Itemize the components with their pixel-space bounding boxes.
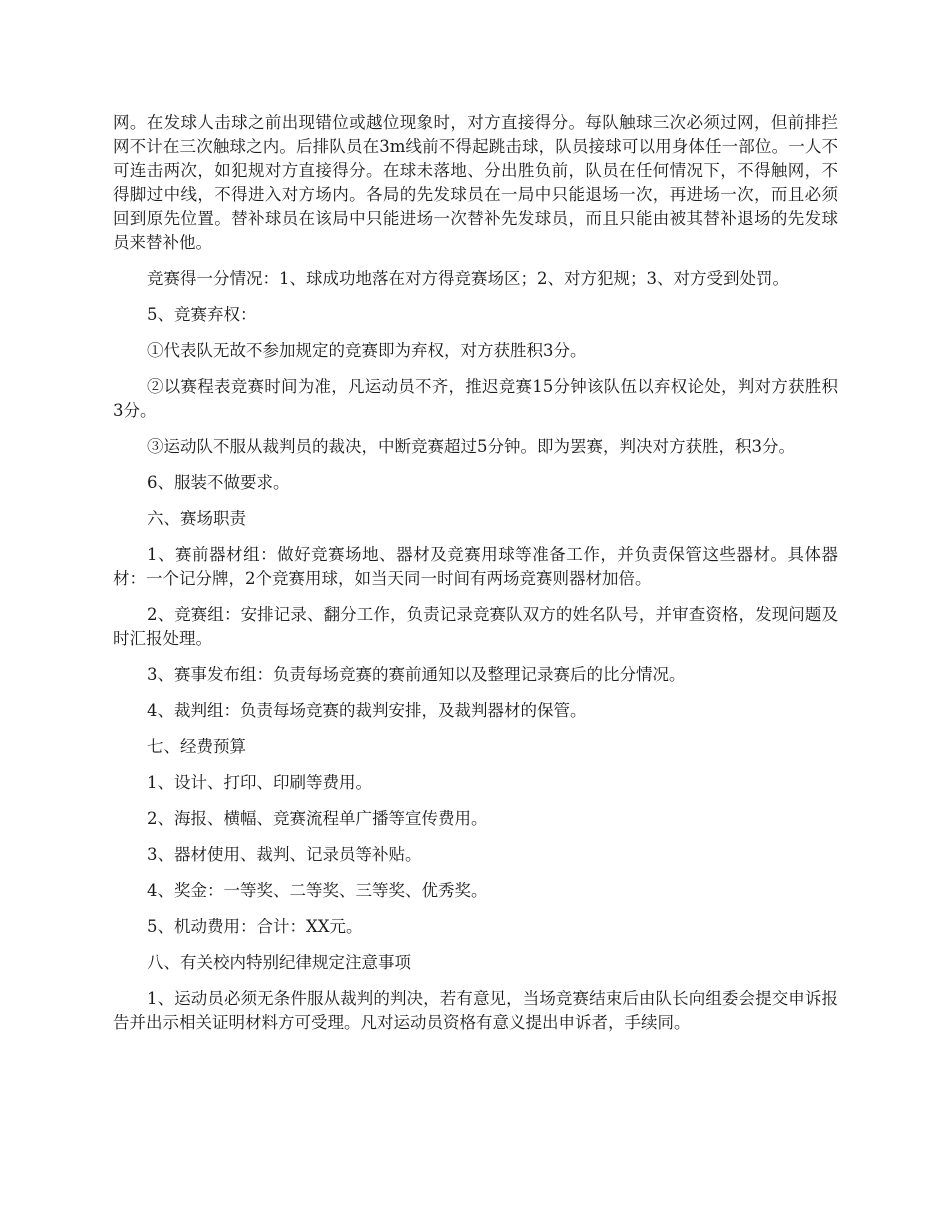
paragraph-rules-continued: 网。在发球人击球之前出现错位或越位现象时，对方直接得分。每队触球三次必须过网，但前排拦网不计在三次触球之内。后排队员在3m线前不得起跳击球，队员接球可以用身体任一部位。一人不可连击两次，如犯规对方直接得分。在球未落地、分出胜负前，队员在任何情况下，不得触网，不得脚过中线，不得进入对方场内。各局的先发球员在一局中只能退场一次，再进场一次，而且必须回到原先位置。替补球员在该局中只能进场一次替补先发球员，而且只能由被其替补退场的先发球员来替补他。 — [113, 113, 838, 252]
paragraph-attire: 6、服装不做要求。 — [147, 473, 290, 492]
paragraph-discipline-1: 1、运动员必须无条件服从裁判的判决，若有意见，当场竞赛结束后由队长向组委会提交申诉报告并出示相关证明材料方可受理。凡对运动员资格有意义提出申诉者，手续同。 — [113, 989, 838, 1032]
paragraph-publishing-group: 3、赛事发布组：负责每场竞赛的赛前通知以及整理记录赛后的比分情况。 — [147, 665, 686, 684]
paragraph-scoring: 竞赛得一分情况：1、球成功地落在对方得竞赛场区；2、对方犯规；3、对方受到处罚。 — [147, 269, 789, 288]
paragraph-forfeit-heading: 5、竞赛弃权： — [147, 305, 257, 324]
budget-item-4: 4、奖金：一等奖、二等奖、三等奖、优秀奖。 — [147, 881, 488, 900]
budget-item-2: 2、海报、横幅、竞赛流程单广播等宣传费用。 — [147, 809, 488, 828]
section-heading-venue-duties: 六、赛场职责 — [147, 509, 246, 528]
budget-item-1: 1、设计、打印、印刷等费用。 — [147, 773, 372, 792]
section-heading-discipline: 八、有关校内特别纪律规定注意事项 — [147, 953, 411, 972]
paragraph-forfeit-1: ①代表队无故不参加规定的竞赛即为弃权，对方获胜积3分。 — [147, 341, 587, 360]
section-heading-budget: 七、经费预算 — [147, 737, 246, 756]
document-body — [113, 111, 838, 1047]
paragraph-referee-group: 4、裁判组：负责每场竞赛的裁判安排，及裁判器材的保管。 — [147, 701, 587, 720]
budget-item-5: 5、机动费用：合计：XX元。 — [147, 917, 363, 936]
paragraph-forfeit-2: ②以赛程表竞赛时间为准，凡运动员不齐，推迟竞赛15分钟该队伍以弃权论处，判对方获胜积3分。 — [113, 377, 838, 420]
paragraph-equipment-group: 1、赛前器材组：做好竞赛场地、器材及竞赛用球等准备工作，并负责保管这些器材。具体器材：一个记分牌，2个竞赛用球，如当天同一时间有两场竞赛则器材加倍。 — [113, 545, 838, 588]
budget-item-3: 3、器材使用、裁判、记录员等补贴。 — [147, 845, 422, 864]
paragraph-forfeit-3: ③运动队不服从裁判员的裁决，中断竞赛超过5分钟。即为罢赛，判决对方获胜，积3分。 — [147, 437, 795, 456]
paragraph-competition-group: 2、竞赛组：安排记录、翻分工作，负责记录竞赛队双方的姓名队号，并审查资格，发现问题及时汇报处理。 — [113, 605, 838, 648]
